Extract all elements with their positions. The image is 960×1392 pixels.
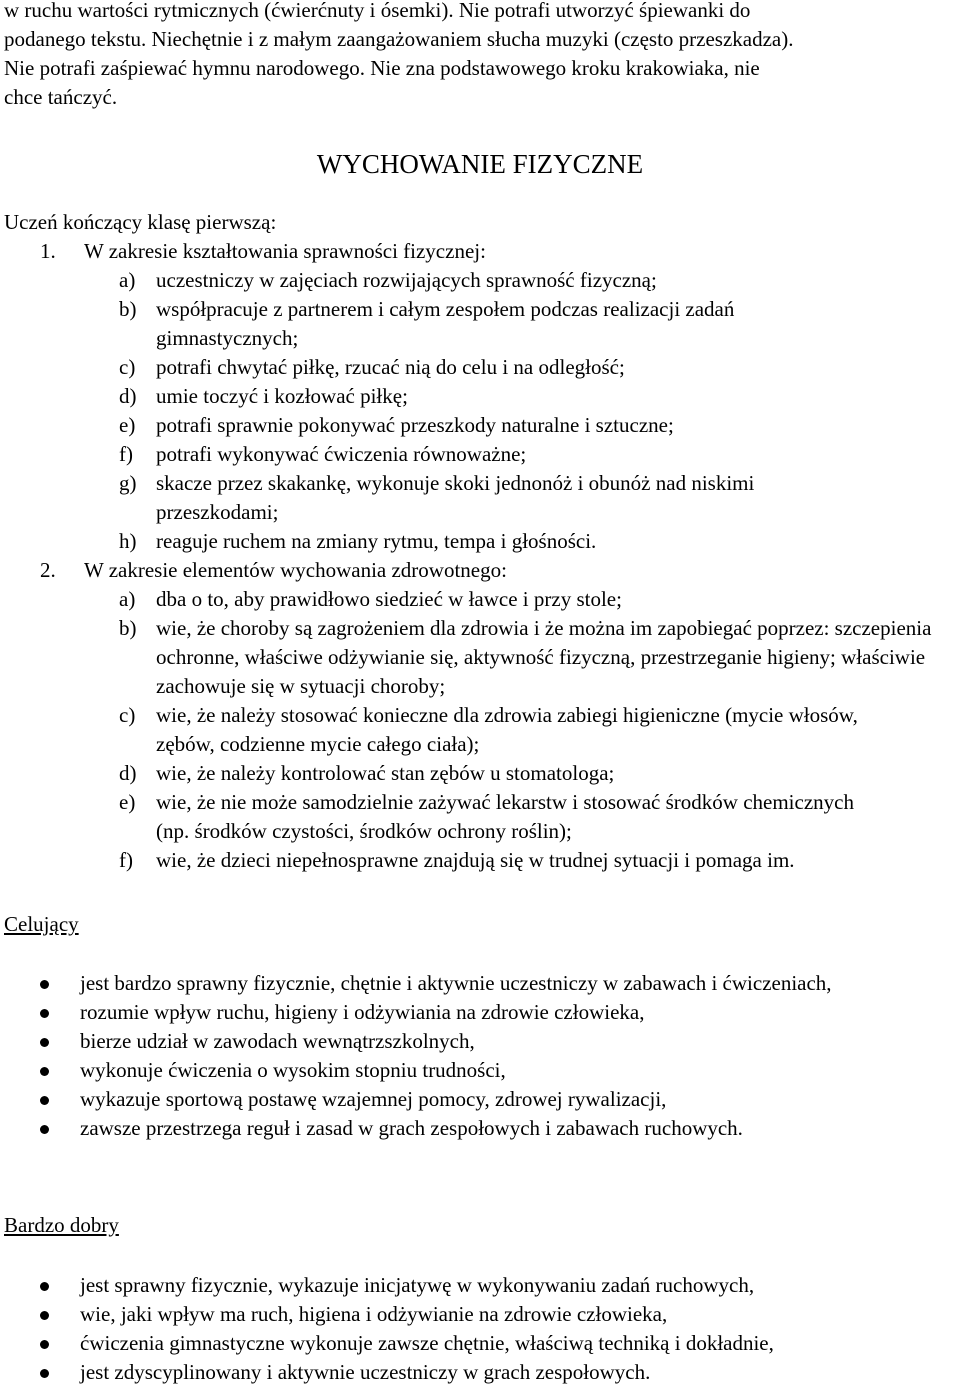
list-item xyxy=(0,759,896,788)
bullet-text: jest bardzo sprawny fizycznie, chętnie i aktywnie uczestniczy w zabawach i ćwiczeniach, xyxy=(80,971,832,995)
list-item xyxy=(0,1271,956,1300)
item-letter: e) xyxy=(119,790,136,814)
item-letter: c) xyxy=(119,355,136,379)
section-2-title-text: W zakresie elementów wychowania zdrowotnego: xyxy=(84,558,507,582)
subheading: Uczeń kończący klasę pierwszą: xyxy=(4,210,277,234)
item-text: wie, że nie może samodzielnie zażywać lekarstw i stosować środków chemicznych (np. środków czystości, środków ochrony roślin); xyxy=(156,790,854,843)
item-letter: a) xyxy=(119,587,136,611)
item-letter: e) xyxy=(119,413,136,437)
list-item xyxy=(0,411,896,440)
item-text: reaguje ruchem na zmiany rytmu, tempa i głośności. xyxy=(156,529,597,553)
bullet-text: zawsze przestrzega reguł i zasad w grach zespołowych i zabawach ruchowych. xyxy=(80,1116,743,1140)
bullet-icon xyxy=(40,1009,49,1018)
item-text: wie, że należy stosować konieczne dla zdrowia zabiegi higieniczne (mycie włosów, zębów, codzienne mycie całego ciała); xyxy=(156,703,858,756)
section-1-list xyxy=(0,266,896,556)
item-text: dba o to, aby prawidłowo siedzieć w ławce i przy stole; xyxy=(156,587,622,611)
grade-2-bullet-list xyxy=(0,1271,960,1387)
item-text: umie toczyć i kozłować piłkę; xyxy=(156,384,408,408)
bullet-icon xyxy=(40,1369,49,1378)
bullet-icon xyxy=(40,1311,49,1320)
bullet-text: wykonuje ćwiczenia o wysokim stopniu trudności, xyxy=(80,1058,506,1082)
list-item xyxy=(0,614,952,701)
list-item xyxy=(0,701,894,759)
section-1-title-text: W zakresie kształtowania sprawności fizycznej: xyxy=(84,239,486,263)
bullet-text: ćwiczenia gimnastyczne wykonuje zawsze chętnie, właściwą techniką i dokładnie, xyxy=(80,1331,774,1355)
item-letter: f) xyxy=(119,442,133,466)
item-letter: a) xyxy=(119,268,136,292)
item-text: potrafi sprawnie pokonywać przeszkody naturalne i sztuczne; xyxy=(156,413,674,437)
list-item xyxy=(0,969,956,998)
item-text: uczestniczy w zajęciach rozwijających sprawność fizyczną; xyxy=(156,268,657,292)
item-text: wie, że choroby są zagrożeniem dla zdrowia i że można im zapobiegać poprzez: szczepienia ochronne, właściwe odżywianie się, aktywność fizyczną, przestrzeganie higieny; właściwie zachowuje się w sytuacji choroby; xyxy=(156,616,932,698)
item-text: potrafi chwytać piłkę, rzucać nią do celu i na odległość; xyxy=(156,355,625,379)
item-text: wie, że dzieci niepełnosprawne znajdują się w trudnej sytuacji i pomaga im. xyxy=(156,848,795,872)
list-item xyxy=(0,266,896,295)
list-item xyxy=(0,1085,956,1114)
list-item xyxy=(0,353,896,382)
list-item xyxy=(0,1300,956,1329)
grade-label-celujacy: Celujący xyxy=(4,912,79,936)
list-item xyxy=(0,998,956,1027)
intro-paragraph xyxy=(4,0,956,112)
list-item xyxy=(0,1358,956,1387)
section-2-title xyxy=(4,556,507,585)
item-text: wie, że należy kontrolować stan zębów u stomatologa; xyxy=(156,761,615,785)
grade-1-bullet-list xyxy=(0,969,960,1143)
bullet-icon xyxy=(40,1096,49,1105)
item-letter: h) xyxy=(119,529,137,553)
bullet-text: bierze udział w zawodach wewnątrzszkolnych, xyxy=(80,1029,475,1053)
list-item xyxy=(0,469,876,527)
bullet-text: jest zdyscyplinowany i aktywnie uczestniczy w grach zespołowych. xyxy=(80,1360,651,1384)
item-letter: c) xyxy=(119,703,136,727)
bullet-icon xyxy=(40,1340,49,1349)
item-text: współpracuje z partnerem i całym zespołem podczas realizacji zadań gimnastycznych; xyxy=(156,297,735,350)
list-item xyxy=(0,440,896,469)
bullet-icon xyxy=(40,980,49,989)
item-text: potrafi wykonywać ćwiczenia równoważne; xyxy=(156,442,527,466)
list-item xyxy=(0,527,896,556)
intro-line: w ruchu wartości rytmicznych (ćwierćnuty i ósemki). Nie potrafi utworzyć śpiewanki do xyxy=(4,0,751,22)
list-item xyxy=(0,1027,956,1056)
item-text: skacze przez skakankę, wykonuje skoki jednonóż i obunóż nad niskimi przeszkodami; xyxy=(156,471,755,524)
section-1-number: 1. xyxy=(40,239,56,263)
bullet-text: jest sprawny fizycznie, wykazuje inicjatywę w wykonywaniu zadań ruchowych, xyxy=(80,1273,755,1297)
section-2-list xyxy=(0,585,952,875)
list-item xyxy=(0,846,926,875)
bullet-icon xyxy=(40,1067,49,1076)
list-item xyxy=(0,382,896,411)
item-letter: b) xyxy=(119,297,137,321)
item-letter: b) xyxy=(119,616,137,640)
section-heading xyxy=(0,146,960,182)
section-1-title xyxy=(4,237,486,266)
list-item xyxy=(0,1056,956,1085)
grade-label-bardzo-dobry: Bardzo dobry xyxy=(4,1213,119,1237)
list-item xyxy=(0,1329,956,1358)
item-letter: d) xyxy=(119,761,137,785)
list-item xyxy=(0,1114,956,1143)
item-letter: d) xyxy=(119,384,137,408)
item-letter: g) xyxy=(119,471,137,495)
bullet-text: wykazuje sportową postawę wzajemnej pomocy, zdrowej rywalizacji, xyxy=(80,1087,667,1111)
intro-line: Nie potrafi zaśpiewać hymnu narodowego. Nie zna podstawowego kroku krakowiaka, nie xyxy=(4,56,760,80)
bullet-icon xyxy=(40,1125,49,1134)
list-item xyxy=(0,295,856,353)
heading-text: WYCHOWANIE FIZYCZNE xyxy=(316,149,644,179)
item-letter: f) xyxy=(119,848,133,872)
intro-line: podanego tekstu. Niechętnie i z małym zaangażowaniem słucha muzyki (często przeszkadza). xyxy=(4,27,794,51)
intro-line: chce tańczyć. xyxy=(4,85,118,109)
section-2-number: 2. xyxy=(40,558,56,582)
list-item xyxy=(0,788,864,846)
list-item xyxy=(0,585,896,614)
bullet-text: wie, jaki wpływ ma ruch, higiena i odżywianie na zdrowie człowieka, xyxy=(80,1302,668,1326)
bullet-icon xyxy=(40,1038,49,1047)
bullet-icon xyxy=(40,1282,49,1291)
bullet-text: rozumie wpływ ruchu, higieny i odżywiania na zdrowie człowieka, xyxy=(80,1000,645,1024)
